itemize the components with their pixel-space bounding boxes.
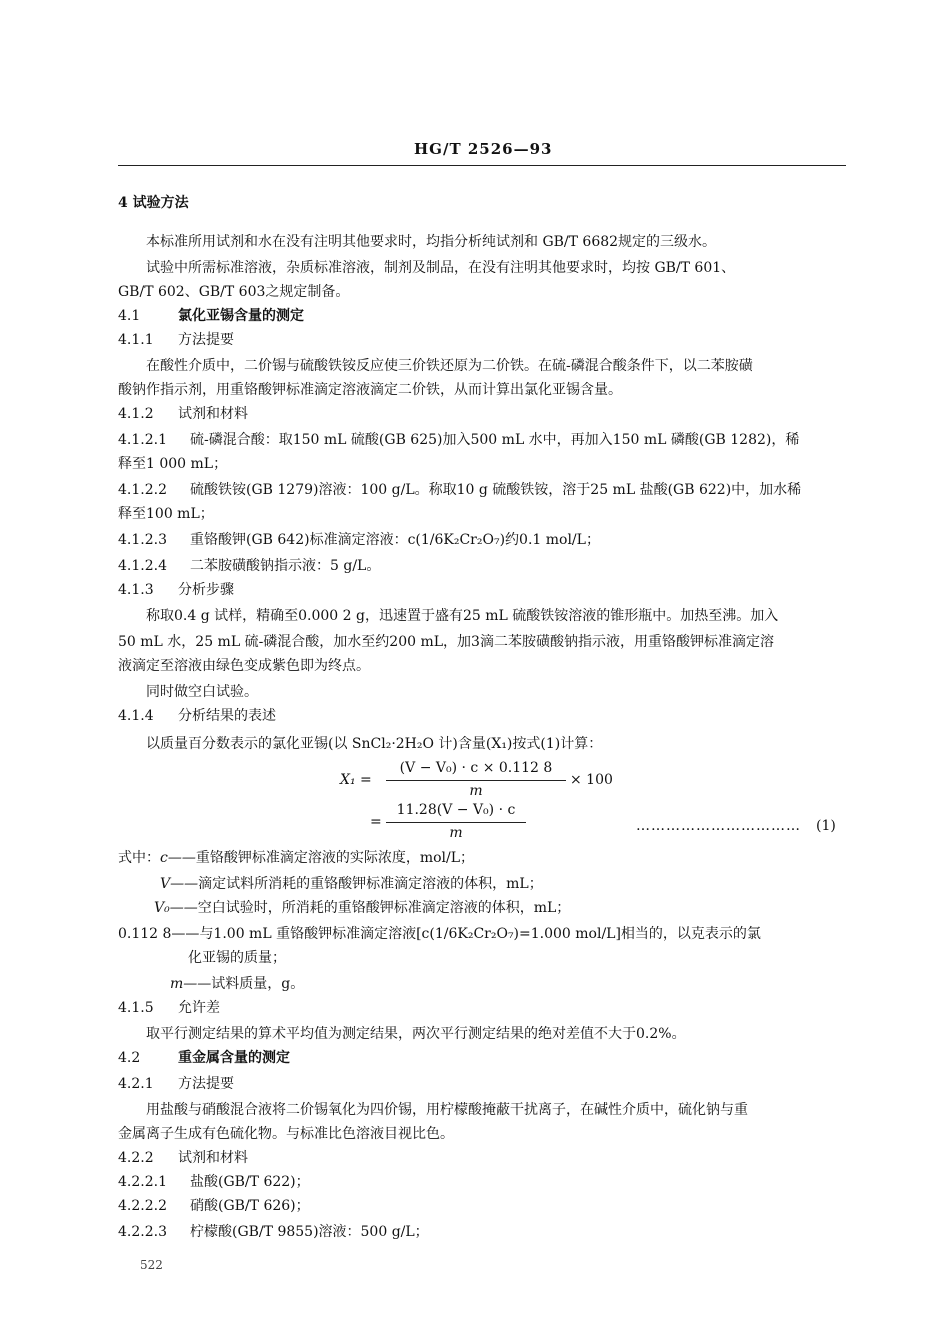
paragraph-line: 在酸性介质中，二价锡与硫酸铁铵反应使三价铁还原为二价铁。在硫-磷混合酸条件下，以二苯胺磺	[146, 358, 753, 374]
section-title: 试剂和材料	[178, 1150, 248, 1166]
item-text: 二苯胺磺酸钠指示液：5 g/L。	[190, 558, 381, 574]
paragraph-line: 以质量百分数表示的氯化亚锡(以 SnCl₂·2H₂O 计)含量(X₁)按式(1)计算：	[146, 736, 603, 752]
paragraph-line: 同时做空白试验。	[146, 684, 258, 700]
item-number: 4.1.2.3	[118, 532, 167, 548]
legend-row-factor	[118, 924, 761, 944]
paragraph-line: 酸钠作指示剂，用重铬酸钾标准滴定溶液滴定二价铁，从而计算出氯化亚锡含量。	[118, 382, 622, 398]
legend-description: 重铬酸钾标准滴定溶液的实际浓度，mol/L；	[195, 850, 475, 866]
legend-symbol: 0.112 8——	[118, 926, 200, 942]
item-4-2-2-3	[118, 1222, 429, 1242]
page-number: 522	[140, 1258, 163, 1272]
item-text: 硝酸(GB/T 626)；	[190, 1198, 310, 1214]
section-number: 4.2.1	[118, 1076, 154, 1092]
section-4-heading: 4 试验方法	[118, 195, 189, 211]
section-4-1-5-heading	[118, 998, 220, 1018]
section-number: 4.1.5	[118, 1000, 154, 1016]
legend-row-m	[170, 974, 304, 994]
formula-number: (1)	[816, 818, 836, 834]
item-4-1-2-2	[118, 480, 801, 500]
legend-description: 滴定试料所消耗的重铬酸钾标准滴定溶液的体积，mL；	[198, 876, 543, 892]
formula-numerator-1: (V − V₀) · c × 0.112 8	[399, 760, 553, 776]
section-4-1-1-heading	[118, 330, 234, 350]
section-title: 允许差	[178, 1000, 220, 1016]
paragraph-line: 液滴定至溶液由绿色变成紫色即为终点。	[118, 658, 370, 674]
paragraph-line: 称取0.4 g 试样，精确至0.000 2 g，迅速置于盛有25 mL 硫酸铁铵溶液的锥形瓶中。加热至沸。加入	[146, 608, 779, 624]
item-text: 柠檬酸(GB/T 9855)溶液：500 g/L；	[190, 1224, 429, 1240]
section-title: 方法提要	[178, 1076, 234, 1092]
legend-row-c	[118, 848, 474, 868]
legend-symbol: c——	[160, 850, 196, 866]
item-4-1-2-1	[118, 430, 799, 450]
paragraph-line: 取平行测定结果的算术平均值为测定结果，两次平行测定结果的绝对差值不大于0.2%。	[146, 1026, 686, 1042]
section-4-1-3-heading	[118, 580, 234, 600]
document-code: HG/T 2526—93	[414, 140, 553, 158]
legend-symbol: V₀——	[154, 900, 198, 916]
section-number: 4.2.2	[118, 1150, 154, 1166]
section-number: 4.1.1	[118, 332, 154, 348]
section-4-1-4-heading	[118, 706, 276, 726]
intro-paragraph-2b: GB/T 602、GB/T 603之规定制备。	[118, 284, 350, 300]
section-title: 氯化亚锡含量的测定	[178, 308, 304, 324]
header-rule	[118, 165, 846, 166]
legend-row-v	[160, 874, 543, 894]
item-text: 硫酸铁铵(GB 1279)溶液：100 g/L。称取10 g 硫酸铁铵，溶于25 mL 盐酸(GB 622)中，加水稀	[190, 482, 802, 498]
item-text: 重铬酸钾(GB 642)标准滴定溶液：c(1/6K₂Cr₂O₇)约0.1 mol/L；	[190, 532, 600, 548]
section-number: 4.1	[118, 308, 141, 324]
legend-description: 空白试验时，所消耗的重铬酸钾标准滴定溶液的体积，mL；	[197, 900, 571, 916]
formula-denominator-2: m	[449, 825, 463, 841]
item-continuation: 释至1 000 mL；	[118, 456, 228, 472]
section-number: 4.1.4	[118, 708, 154, 724]
formula-multiplier: × 100	[570, 772, 613, 788]
legend-prefix: 式中：	[118, 850, 160, 866]
item-number: 4.2.2.2	[118, 1198, 167, 1214]
item-4-1-2-3	[118, 530, 600, 550]
legend-description: 试料质量，g。	[211, 976, 305, 992]
intro-paragraph-1: 本标准所用试剂和水在没有注明其他要求时，均指分析纯试剂和 GB/T 6682规定的三级水。	[146, 234, 717, 250]
section-4-1-2-heading	[118, 404, 248, 424]
item-text: 盐酸(GB/T 622)；	[190, 1174, 310, 1190]
formula-denominator-1: m	[469, 783, 483, 799]
legend-symbol: V——	[160, 876, 199, 892]
legend-description: 与1.00 mL 重铬酸钾标准滴定溶液[c(1/6K₂Cr₂O₇)=1.000 mol/L]相当的，以克表示的氯	[199, 926, 761, 942]
item-text: 硫-磷混合酸：取150 mL 硫酸(GB 625)加入500 mL 水中，再加入150 mL 磷酸(GB 1282)，稀	[190, 432, 800, 448]
item-number: 4.1.2.1	[118, 432, 167, 448]
formula-leader-dots: ……………………………	[636, 818, 801, 834]
legend-continuation: 化亚锡的质量；	[188, 950, 286, 966]
item-continuation: 释至100 mL；	[118, 506, 214, 522]
formula-numerator-2: 11.28(V − V₀) · c	[396, 802, 516, 818]
section-4-2-2-heading	[118, 1148, 248, 1168]
section-number: 4.2	[118, 1050, 141, 1066]
item-number: 4.2.2.1	[118, 1174, 167, 1190]
paragraph-line: 用盐酸与硝酸混合液将二价锡氧化为四价锡，用柠檬酸掩蔽干扰离子，在碱性介质中，硫化钠与重	[146, 1102, 748, 1118]
paragraph-line: 50 mL 水，25 mL 硫-磷混合酸，加水至约200 mL，加3滴二苯胺磺酸钠指示液，用重铬酸钾标准滴定溶	[118, 634, 774, 650]
section-title: 分析步骤	[178, 582, 234, 598]
item-4-1-2-4	[118, 556, 380, 576]
section-number: 4.1.3	[118, 582, 154, 598]
item-number: 4.1.2.4	[118, 558, 167, 574]
item-number: 4.2.2.3	[118, 1224, 167, 1240]
section-number: 4.1.2	[118, 406, 154, 422]
item-4-2-2-2	[118, 1196, 310, 1216]
section-title: 分析结果的表述	[178, 708, 276, 724]
section-title: 方法提要	[178, 332, 234, 348]
formula-lhs: X₁ =	[340, 772, 372, 788]
formula-equals: =	[370, 814, 382, 830]
item-4-2-2-1	[118, 1172, 310, 1192]
legend-symbol: m——	[170, 976, 212, 992]
intro-paragraph-2a: 试验中所需标准溶液，杂质标准溶液，制剂及制品，在没有注明其他要求时，均按 GB/T 601、	[146, 260, 736, 276]
section-title: 试剂和材料	[178, 406, 248, 422]
paragraph-line: 金属离子生成有色硫化物。与标准比色溶液目视比色。	[118, 1126, 454, 1142]
section-4-1-heading	[118, 306, 304, 326]
section-4-2-1-heading	[118, 1074, 234, 1094]
item-number: 4.1.2.2	[118, 482, 167, 498]
legend-row-v0	[154, 898, 570, 918]
section-title: 重金属含量的测定	[178, 1050, 290, 1066]
section-4-2-heading	[118, 1048, 290, 1068]
